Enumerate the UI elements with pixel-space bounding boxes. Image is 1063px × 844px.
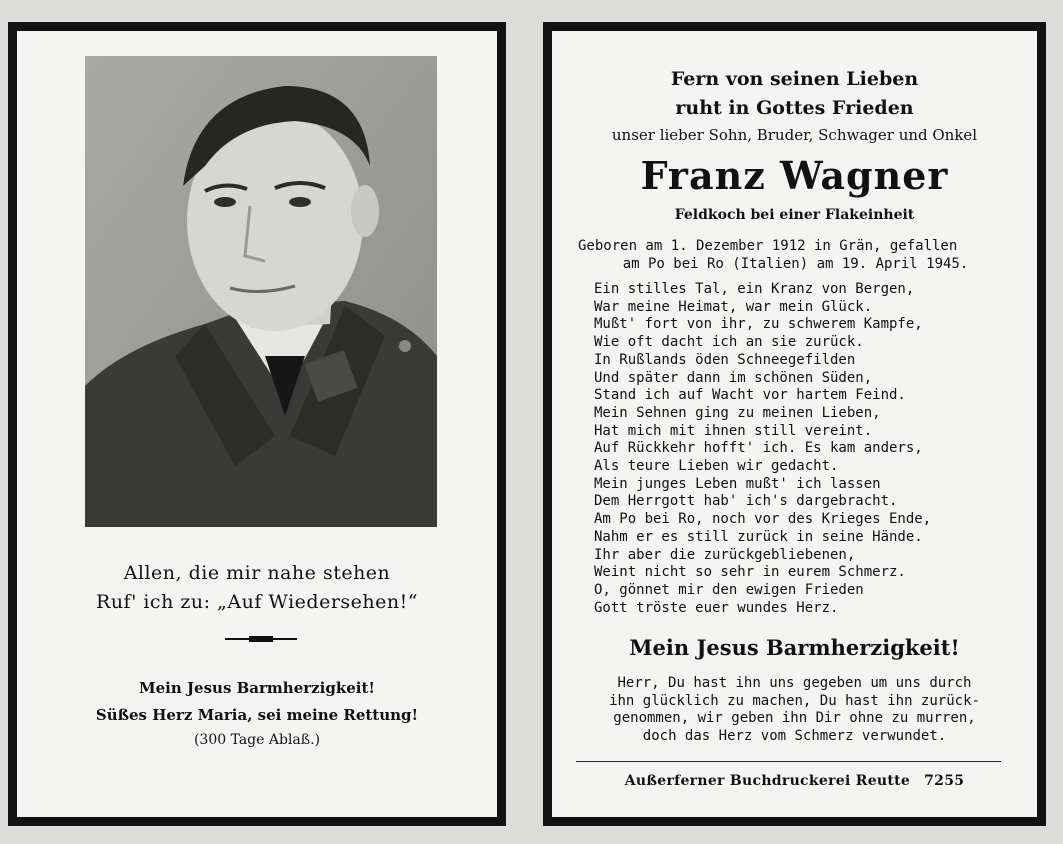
poem-line: Hat mich mit ihnen still vereint. xyxy=(594,422,873,439)
header-line: ruht in Gottes Frieden xyxy=(675,97,914,119)
verse-line: Allen, die mir nahe stehen xyxy=(123,562,391,584)
poem-line: Mußt' fort von ihr, zu schwerem Kampfe, xyxy=(594,316,923,333)
portrait-photo xyxy=(85,56,437,527)
printer-imprint xyxy=(552,773,1037,789)
memorial-poem xyxy=(594,281,1017,617)
closing-line: doch das Herz vom Schmerz verwundet. xyxy=(642,727,947,744)
header-line: unser lieber Sohn, Bruder, Schwager und Onkel xyxy=(611,126,978,144)
left-card xyxy=(8,22,506,826)
closing-prayer-title: Mein Jesus Barmherzigkeit! xyxy=(629,635,960,660)
printer-number: 7255 xyxy=(924,773,965,789)
closing-line: ihn glücklich zu machen, Du hast ihn zurück- xyxy=(609,692,980,709)
right-card xyxy=(543,22,1046,826)
ornament-divider xyxy=(225,638,297,640)
poem-line: Stand ich auf Wacht vor hartem Feind. xyxy=(594,387,906,404)
closing-line: Herr, Du hast ihn uns gegeben um uns durch xyxy=(617,675,972,691)
poem-line: Mein junges Leben mußt' ich lassen xyxy=(594,475,881,492)
prayer-line: Süßes Herz Maria, sei meine Rettung! xyxy=(95,706,419,724)
prayer-line: Mein Jesus Barmherzigkeit! xyxy=(138,679,375,697)
poem-line: Mein Sehnen ging zu meinen Lieben, xyxy=(594,404,881,421)
poem-line: Weint nicht so sehr in eurem Schmerz. xyxy=(594,564,906,581)
poem-line: Und später dann im schönen Süden, xyxy=(594,369,873,386)
obituary-header xyxy=(552,65,1037,147)
poem-line: Dem Herrgott hab' ich's dargebracht. xyxy=(594,493,898,510)
indulgence-note: (300 Tage Ablaß.) xyxy=(193,732,321,748)
life-dates-line: am Po bei Ro (Italien) am 19. April 1945. xyxy=(622,256,969,272)
verse-line: Ruf' ich zu: „Auf Wiedersehen!“ xyxy=(96,591,418,613)
rank-title: Feldkoch bei einer Flakeinheit xyxy=(674,207,915,223)
farewell-verse xyxy=(17,559,497,617)
closing-line: genommen, wir geben ihn Dir ohne zu murren, xyxy=(613,710,976,726)
poem-line: Am Po bei Ro, noch vor des Krieges Ende, xyxy=(594,511,932,528)
poem-line: Als teure Lieben wir gedacht. xyxy=(594,458,839,475)
life-dates xyxy=(578,237,1013,273)
poem-line: Ihr aber die zurückgebliebenen, xyxy=(594,546,856,563)
poem-line: Ein stilles Tal, ein Kranz von Bergen, xyxy=(594,281,915,297)
poem-line: O, gönnet mir den ewigen Frieden xyxy=(594,581,864,598)
life-dates-line: Geboren am 1. Dezember 1912 in Grän, gefallen xyxy=(578,238,958,254)
header-line: Fern von seinen Lieben xyxy=(670,68,919,90)
footer-divider xyxy=(576,761,1001,762)
poem-line: Auf Rückkehr hofft' ich. Es kam anders, xyxy=(594,440,923,457)
poem-line: Gott tröste euer wundes Herz. xyxy=(594,599,839,616)
poem-line: Wie oft dacht ich an sie zurück. xyxy=(594,334,864,351)
prayer-block xyxy=(17,675,497,751)
poem-line: War meine Heimat, war mein Glück. xyxy=(594,298,873,315)
closing-prayer xyxy=(576,675,1013,745)
deceased-name: Franz Wagner xyxy=(640,153,949,198)
printer-name: Außerferner Buchdruckerei Reutte xyxy=(624,773,911,789)
poem-line: Nahm er es still zurück in seine Hände. xyxy=(594,528,923,545)
poem-line: In Rußlands öden Schneegefilden xyxy=(594,351,856,368)
